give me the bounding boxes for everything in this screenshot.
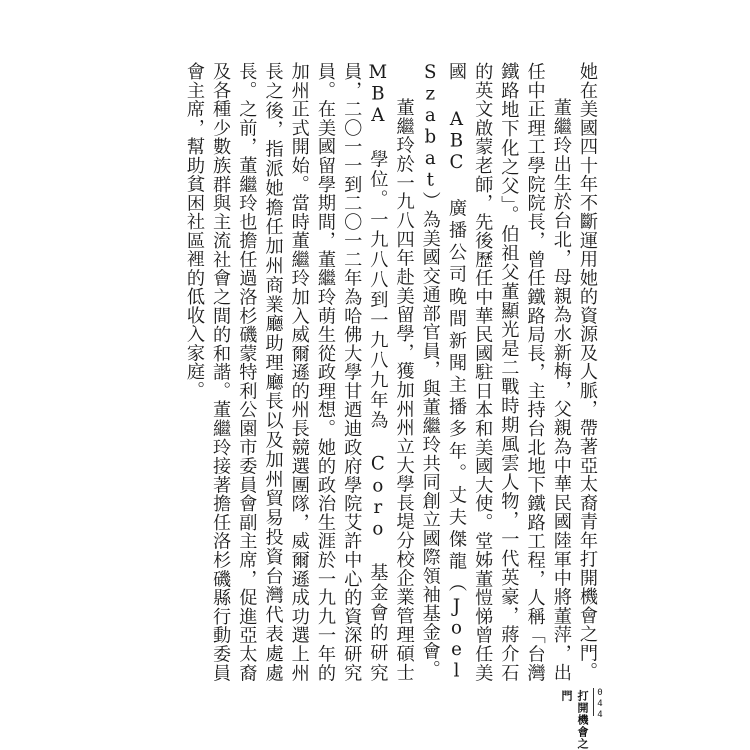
running-head: 打開機會之門 [560,690,589,750]
body-text [181,62,600,682]
paragraph-2: 董繼玲出生於台北，母親為水新梅，父親為中華民國陸軍中將董萍，出任中正理工學院院長，曾任鐵路局長，主持台北地下鐵路工程，人稱「台灣鐵路地下化之父」。伯祖父董顯光是二戰時期風雲人物，一代英豪，蔣介石的英文啟蒙老師，先後歷任中華民國駐日本和美國大使。堂姊董愷悌曾任美國 ABC 廣播公司晚間新聞主播多年。丈夫傑龍（Joel Szabat）為美國交通部官員，與董繼玲共同創立國際領袖基金會。 [419,62,572,682]
paragraph-1: 她在美國四十年不斷運用她的資源及人脈，帶著亞太裔青年打開機會之門。 [577,62,598,681]
page-number-rule [593,688,594,716]
paragraph-3: 董繼玲於一九八四年赴美留學，獲加州州立大學長堤分校企業管理碩士 MBA 學位。一九八八到一九八九年為 Coro 基金會的研究員，二〇一一到二〇一二年為哈佛大學甘迺迪政府學院艾許中心的資深研究員。在美國留學期間，董繼玲萌生從政理想。她的政治生涯於一九九一年的加州正式開始。當時董繼玲加入威爾遜的州長競選團隊，威爾遜成功選上州長之後，指派她擔任加州商業廳助理廳長以及加州貿易投資台灣代表處處長。之前，董繼玲也擔任過洛杉磯蒙特利公園市委員會副主席，促進亞太裔及各種少數族群與主流社會之間的和諧。董繼玲接著擔任洛杉磯縣行動委員會主席，幫助貧困社區裡的低收入家庭。 [183,62,415,682]
page-number: 044 [595,688,605,721]
